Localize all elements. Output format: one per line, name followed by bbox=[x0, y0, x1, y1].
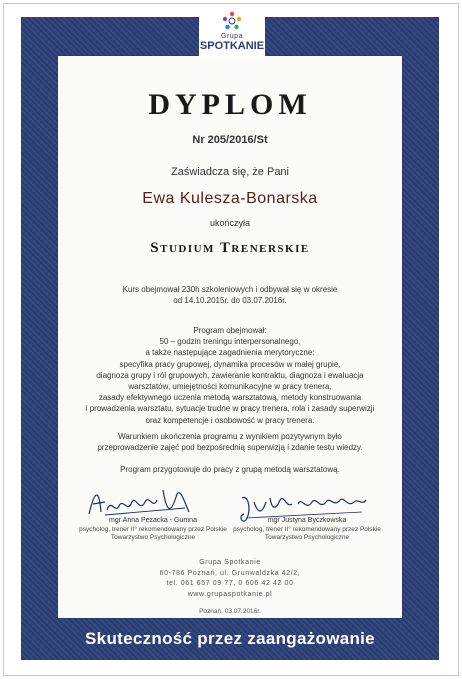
completion-condition bbox=[58, 431, 402, 453]
program-line: oraz kompetencje i osobowość w pracy trenera. bbox=[145, 415, 315, 425]
place-date: Poznań, 03.07.2016r. bbox=[199, 608, 261, 615]
completed-text: ukończyła bbox=[209, 218, 251, 228]
program-line: specyfika pracy grupowej, dynamika procesów w małej grupie, bbox=[119, 359, 341, 369]
course-title: Studium Trenerskie bbox=[150, 240, 310, 256]
recipient-name: Ewa Kulesza-Bonarska bbox=[142, 190, 318, 207]
signature-left-handwriting bbox=[85, 484, 195, 520]
course-desc-line: od 14.10.2015r. do 03.07.2016r. bbox=[173, 296, 287, 306]
diploma-number: Nr 205/2016/St bbox=[192, 134, 268, 146]
signature-org: Towarzystwo Psychologiczne bbox=[110, 534, 196, 541]
diploma-title: DYPLOM bbox=[148, 88, 312, 121]
signature-block-left bbox=[78, 517, 228, 543]
course-desc-line: Kurs obejmował 230h szkoleniowych i odbywał się w okresie bbox=[122, 285, 338, 294]
signature-name: mgr Justyna Byczkowska bbox=[267, 517, 347, 524]
footer-slogan: Skuteczność przez zaangażowanie bbox=[85, 629, 375, 648]
signature-org: Towarzystwo Psychologiczne bbox=[264, 534, 350, 541]
program-line: Program obejmował: bbox=[193, 326, 267, 335]
certifies-text: Zaświadcza się, że Pani bbox=[171, 166, 289, 178]
program-line: i prowadzenia warsztatu, sytuacje trudne w pracy trenera, rola i zasady superwizji bbox=[85, 404, 375, 414]
program-line: zasady efektywnego uczenia metodą warsztatową, metody konstruowania bbox=[98, 393, 362, 403]
address-line: tel. 061 657 09 77, 0 606 42 42 00 bbox=[166, 580, 294, 587]
logo-text-top: Grupa bbox=[221, 33, 243, 40]
condition-line: przeprowadzenie zajęć pod bezpośrednią superwizją i zdanie testu wiedzy. bbox=[97, 443, 363, 453]
people-circle-icon bbox=[221, 10, 243, 32]
program-line: a także następujące zagadnienia merytoryczne: bbox=[145, 348, 315, 358]
prepared-text: Program przygotowuje do pracy z grupą metodą warsztatową. bbox=[120, 465, 340, 474]
address-line: www.grupaspotkanie.pl bbox=[187, 590, 273, 598]
program-line: warsztatów, umiejętności komunikacyjne w pracy trenera, bbox=[128, 382, 332, 392]
signature-block-right bbox=[232, 517, 382, 543]
logo-text-bottom: SPOTKANIE bbox=[199, 40, 265, 52]
program-line: diagnoza grupy i ról grupowych, zawieranie kontraktu, diagnoza i ewaluacja bbox=[96, 370, 364, 380]
signature-role: psycholog, trener II° rekomendowany przez Polskie bbox=[79, 525, 227, 533]
address-line: Grupa Spotkanie bbox=[199, 559, 261, 566]
program-line: 50 – godzin treningu interpersonalnego, bbox=[159, 337, 301, 347]
condition-line: Warunkiem ukończenia programu z wynikiem pozytywnym było bbox=[118, 432, 342, 441]
signature-role: psycholog, trener II° rekomendowany przez Polskie bbox=[233, 525, 381, 533]
program-description bbox=[58, 325, 402, 426]
course-description bbox=[58, 284, 402, 306]
organization-address bbox=[58, 558, 402, 600]
address-line: 60-786 Poznań, ul. Grunwaldzka 42/2, bbox=[159, 569, 301, 577]
signature-name: mgr Anna Pezacka - Gumna bbox=[109, 517, 197, 524]
